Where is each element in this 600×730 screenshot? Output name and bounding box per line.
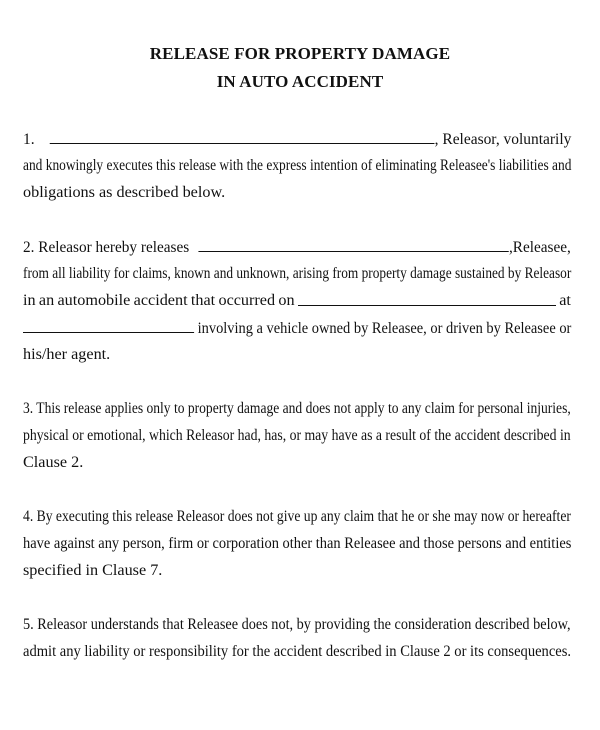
clause-4-line-1: 4. By executing this release Releasor does not give up any claim that he or she may now or hereafter (23, 507, 571, 525)
accident-date-blank[interactable] (298, 290, 556, 306)
clause-1-line-2: and knowingly executes this release with the express intention of eliminating Releasee's liabilities and (23, 156, 572, 174)
clause-2-line-5: his/her agent. (23, 345, 111, 363)
clause-5-line-1: 5. Releasor understands that Releasee does not, by providing the consideration described below, (23, 615, 571, 633)
document-title-line-2: IN AUTO ACCIDENT (216, 72, 384, 91)
releasee-name-blank[interactable] (199, 236, 509, 252)
clause-2-word: on (278, 291, 295, 309)
clause-4-line-2: have against any person, firm or corporation other than Releasee and those persons and entities (23, 534, 572, 552)
clause-2-releasee-label: ,Releasee, (508, 238, 571, 256)
clause-1-text: , Releasor, voluntarily (434, 130, 572, 148)
clause-2-word: accident (133, 291, 188, 309)
clause-5-line-2: admit any liability or responsibility for the accident described in Clause 2 or its consequences. (23, 642, 572, 660)
clause-3-line-2: physical or emotional, which Releasor had, has, or may have as a result of the accident described in (23, 426, 571, 444)
clause-1-line-3: obligations as described below. (23, 183, 226, 201)
clause-2-word: occurred (218, 291, 276, 309)
clause-2-vehicle-text: involving a vehicle owned by Releasee, or driven by Releasee or (197, 319, 572, 337)
clause-3-line-1: 3. This release applies only to property damage and does not apply to any claim for personal injuries, (23, 399, 571, 417)
clause-2-word: automobile (57, 291, 131, 309)
clause-2-word: that (190, 291, 216, 309)
clause-2-line-2: from all liability for claims, known and unknown, arising from property damage sustained by Releasor (23, 264, 572, 282)
clause-2-line-4 (23, 317, 572, 338)
releasor-name-blank[interactable] (50, 128, 435, 144)
clause-1-number: 1. (23, 130, 35, 148)
document-title-line-1: RELEASE FOR PROPERTY DAMAGE (149, 44, 451, 63)
clause-2-word: an (38, 291, 55, 309)
accident-location-blank[interactable] (23, 317, 194, 333)
clause-2-at: at (559, 291, 571, 309)
clause-2-line-1 (23, 236, 571, 257)
clause-2-lead: 2. Releasor hereby releases (23, 238, 190, 256)
clause-2-word: in (23, 291, 36, 309)
clause-4-line-3: specified in Clause 7. (23, 561, 163, 579)
clause-1-line-1 (23, 128, 572, 149)
clause-2-line-3 (23, 290, 571, 310)
clause-3-line-3: Clause 2. (23, 453, 84, 471)
